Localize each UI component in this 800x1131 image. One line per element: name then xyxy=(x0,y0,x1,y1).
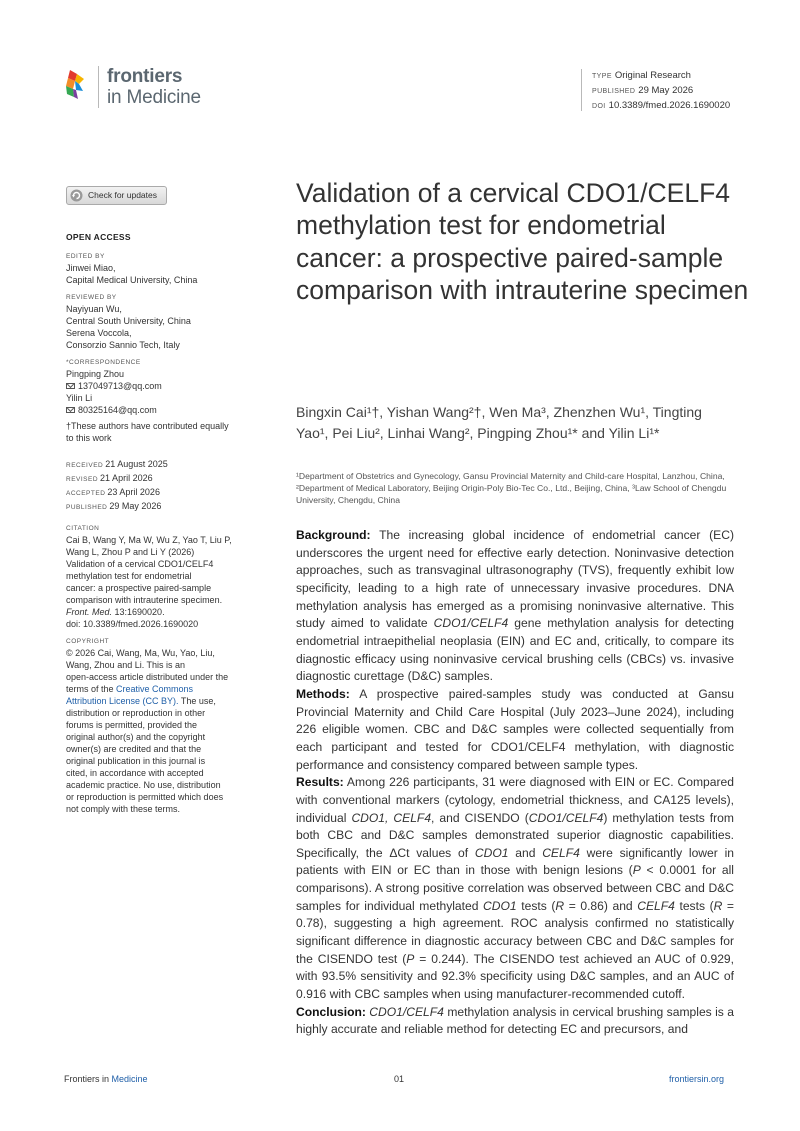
accepted-date xyxy=(66,486,271,500)
reviewed-by-label: REVIEWED BY xyxy=(66,294,117,301)
email-icon xyxy=(66,383,75,389)
correspondent-email[interactable] xyxy=(66,404,271,416)
results-text: tests ( xyxy=(516,898,556,913)
meta-type xyxy=(581,69,781,84)
received-value: 21 August 2025 xyxy=(105,459,168,469)
copyright-line: owner(s) are credited and that the xyxy=(66,744,202,754)
background-label: Background: xyxy=(296,528,371,542)
correspondent-email[interactable] xyxy=(66,380,271,392)
copyright-line: original author(s) and the copyright xyxy=(66,732,206,742)
citation-line: methylation test for endometrial xyxy=(66,571,192,581)
published-label: PUBLISHED xyxy=(66,504,108,511)
abstract-methods xyxy=(296,686,734,774)
stat-symbol: R xyxy=(713,898,723,913)
citation-doi[interactable]: doi: 10.3389/fmed.2026.1690020 xyxy=(66,619,199,629)
meta-doi xyxy=(581,99,781,114)
citation-line: Validation of a cervical CDO1/CELF4 xyxy=(66,559,214,569)
copyright-line: original publication in this journal is xyxy=(66,756,206,766)
page-number: 01 xyxy=(394,1074,405,1084)
results-text: were significantly lower in patients with EIN or EC than in those with benign lesions ( xyxy=(296,845,734,878)
conclusion-label: Conclusion: xyxy=(296,1004,366,1019)
author-list: Bingxin Cai¹†, Yishan Wang²†, Wen Ma³, Zhenzhen Wu¹, Tingting Yao¹, Pei Liu², Linhai Wang², Pingping Zhou¹* and Yilin Li¹* xyxy=(296,404,702,441)
abstract-background xyxy=(296,527,734,686)
citation-line: Wang L, Zhou P and Li Y (2026) xyxy=(66,547,195,557)
logo-divider xyxy=(98,66,99,108)
copyright-label: COPYRIGHT xyxy=(66,638,110,645)
gene-name: CDO1 xyxy=(483,898,517,913)
results-label: Results: xyxy=(296,775,344,790)
affiliations: ¹Department of Obstetrics and Gynecology, Gansu Provincial Maternity and Child-care Hospital, Lanzhou, China, ²Department of Medical Laboratory, Beijing Origin-Poly Bio-Tec Co., Ltd., Beijing, China, ³Law School of Chengdu University, Chengdu, China xyxy=(296,471,727,505)
accepted-value: 23 April 2026 xyxy=(107,487,160,497)
abstract-results xyxy=(296,774,734,1004)
abstract xyxy=(296,527,734,1039)
revised-date xyxy=(66,472,271,486)
reviewer-line: Central South University, China xyxy=(66,316,191,326)
footer-journal[interactable] xyxy=(64,1074,148,1084)
editor-line: Jinwei Miao, xyxy=(66,263,116,273)
sidebar xyxy=(66,232,271,815)
logo-text-journal: in Medicine xyxy=(107,87,201,108)
results-text: = 0.244). The CISENDO test achieved an AUC of 0.929, with 93.5% sensitivity and 92.3% specificity using D&C samples, and an AUC of 0.916 with CBC samples when using manufacturer-recommended cutoff. xyxy=(296,951,735,1002)
correspondence-label: *CORRESPONDENCE xyxy=(66,359,141,366)
correspondent-email-text[interactable]: 80325164@qq.com xyxy=(78,405,157,415)
citation-line: Cai B, Wang Y, Ma W, Wu Z, Yao T, Liu P, xyxy=(66,535,232,545)
citation-label: CITATION xyxy=(66,525,100,532)
received-label: RECEIVED xyxy=(66,462,104,469)
check-for-updates-button[interactable] xyxy=(66,186,167,205)
reviewer-line: Nayiyuan Wu, xyxy=(66,304,122,314)
article-title: Validation of a cervical CDO1/CELF4 methylation test for endometrial cancer: a prospective paired-sample comparison with intrauterine specimen xyxy=(296,178,749,305)
meta-published-value: 29 May 2026 xyxy=(638,85,694,96)
meta-divider xyxy=(581,69,582,111)
published-date xyxy=(66,500,271,514)
copyright-text: The use, xyxy=(178,696,216,706)
copyright-line: cited, in accordance with accepted xyxy=(66,768,204,778)
gene-name: CDO1, CELF4 xyxy=(351,810,432,825)
update-icon xyxy=(70,189,83,202)
meta-doi-value[interactable]: 10.3389/fmed.2026.1690020 xyxy=(608,100,731,111)
journal-logo[interactable] xyxy=(64,64,224,110)
copyright-line: © 2026 Cai, Wang, Ma, Wu, Yao, Liu, xyxy=(66,648,215,658)
license-link[interactable]: Creative Commons xyxy=(116,684,194,694)
methods-label: Methods: xyxy=(296,686,350,701)
license-link[interactable]: Attribution License (CC BY). xyxy=(66,696,179,706)
correspondent-name: Pingping Zhou xyxy=(66,369,125,379)
editor-line: Capital Medical University, China xyxy=(66,275,198,285)
gene-name: CDO1/CELF4 xyxy=(528,810,604,825)
citation-line: comparison with intrauterine specimen. xyxy=(66,595,223,605)
copyright-line: forums is permitted, provided the xyxy=(66,720,198,730)
received-date xyxy=(66,458,271,472)
results-text: Among 226 participants, 31 were diagnosed with EIN or EC. Compared with conventional markers (cytology, endometrial thickness, and CA125 levels), individual xyxy=(296,775,734,825)
copyright-text: terms of the xyxy=(66,684,117,694)
gene-name: CDO1 xyxy=(474,845,509,860)
results-text: ) methylation tests from both CBC and D&C samples demonstrated superior diagnostic capabilities. Specifically, the ΔCt values of xyxy=(296,810,734,860)
abstract-conclusion xyxy=(296,1004,734,1039)
copyright-line xyxy=(66,683,271,695)
copyright-line: Wang, Zhou and Li. This is an xyxy=(66,660,186,670)
copyright-line: or reproduction is permitted which does xyxy=(66,792,224,802)
contribution-note: to this work xyxy=(66,433,112,443)
copyright-line: not comply with these terms. xyxy=(66,804,181,814)
citation-line: cancer: a prospective paired-sample xyxy=(66,583,212,593)
check-for-updates-label: Check for updates xyxy=(88,190,157,200)
footer-journal-name: Medicine xyxy=(111,1074,148,1084)
accepted-label: ACCEPTED xyxy=(66,490,106,497)
revised-value: 21 April 2026 xyxy=(100,473,153,483)
stat-symbol: P xyxy=(632,863,641,878)
copyright-line: academic practice. No use, distribution xyxy=(66,780,221,790)
results-text: = 0.78), suggesting a high agreement. ROC analysis confirmed no statistically significant difference in diagnostic accuracy between CBC and D&C samples for the CISENDO test ( xyxy=(296,898,734,966)
results-text: < 0.0001 for all comparisons). A strong positive correlation was observed between CBC and D&C samples for individual methylated xyxy=(296,863,734,913)
results-text: = 0.86) and xyxy=(564,898,638,913)
gene-name: CDO1/CELF4 xyxy=(433,616,509,631)
citation-journal: Front. Med. xyxy=(66,607,113,617)
results-text: , and CISENDO ( xyxy=(431,810,529,825)
footer-site-link[interactable]: frontiersin.org xyxy=(669,1074,725,1084)
article-meta xyxy=(581,69,781,114)
reviewer-line: Consorzio Sannio Tech, Italy xyxy=(66,340,180,350)
footer-journal-prefix: Frontiers in xyxy=(64,1074,112,1084)
results-text: tests ( xyxy=(674,898,714,913)
logo-text-frontiers: frontiers xyxy=(107,66,183,87)
published-value: 29 May 2026 xyxy=(109,501,162,511)
meta-type-value: Original Research xyxy=(614,70,691,81)
results-text: and xyxy=(508,845,543,860)
email-icon xyxy=(66,407,75,413)
copyright-line xyxy=(66,695,271,707)
gene-name: CDO1/CELF4 xyxy=(369,1004,444,1019)
meta-published-label: PUBLISHED xyxy=(592,88,636,95)
edited-by-label: EDITED BY xyxy=(66,253,105,260)
stat-symbol: P xyxy=(406,951,415,966)
background-text: gene methylation analysis for detecting endometrial intraepithelial neoplasia (EIN) and EC and, critically, to compare its diagnostic efficacy using noninvasive cervical brushing cells (CBCs) vs. invasive diagnostic curettage (D&C) samples. xyxy=(296,616,734,684)
open-access-heading: OPEN ACCESS xyxy=(66,232,131,242)
copyright-line: open-access article distributed under the xyxy=(66,672,229,682)
correspondent-name: Yilin Li xyxy=(66,393,93,403)
background-text: The increasing global incidence of endometrial cancer (EC) underscores the urgent need for effective early detection. Noninvasive detection approaches, such as transvaginal ultrasonography (TVS), frequently exhibit low specificity, leading to a high rate of unnecessary invasive procedures. DNA methylation analysis has emerged as a promising noninvasive alternative. This study aimed to validate xyxy=(296,528,734,631)
frontiers-logo-icon xyxy=(64,70,88,104)
stat-symbol: R xyxy=(555,898,565,913)
meta-published xyxy=(581,84,781,99)
citation-journal-line xyxy=(66,606,271,618)
meta-doi-label: DOI xyxy=(592,103,606,110)
meta-type-label: TYPE xyxy=(592,73,612,80)
contribution-note: †These authors have contributed equally xyxy=(66,421,229,431)
methods-text: A prospective paired-samples study was conducted at Gansu Provincial Maternity and Child Care Hospital (July 2023–June 2024), including 226 eligible women. CBC and D&C samples were collected sequentially from each participant and tested for CDO1/CELF4 methylation, with diagnostic performance and consistency compared between sample types. xyxy=(296,686,734,772)
conclusion-text: methylation analysis in cervical brushing samples is a highly accurate and reliable method for detecting EC and precursors, and xyxy=(296,1004,734,1037)
gene-name: CELF4 xyxy=(542,845,580,860)
copyright-line: distribution or reproduction in other xyxy=(66,708,206,718)
reviewer-line: Serena Voccola, xyxy=(66,328,132,338)
citation-volume: 13:1690020. xyxy=(112,607,165,617)
correspondent-email-text[interactable]: 137049713@qq.com xyxy=(78,381,162,391)
revised-label: REVISED xyxy=(66,476,99,483)
gene-name: CELF4 xyxy=(637,898,675,913)
